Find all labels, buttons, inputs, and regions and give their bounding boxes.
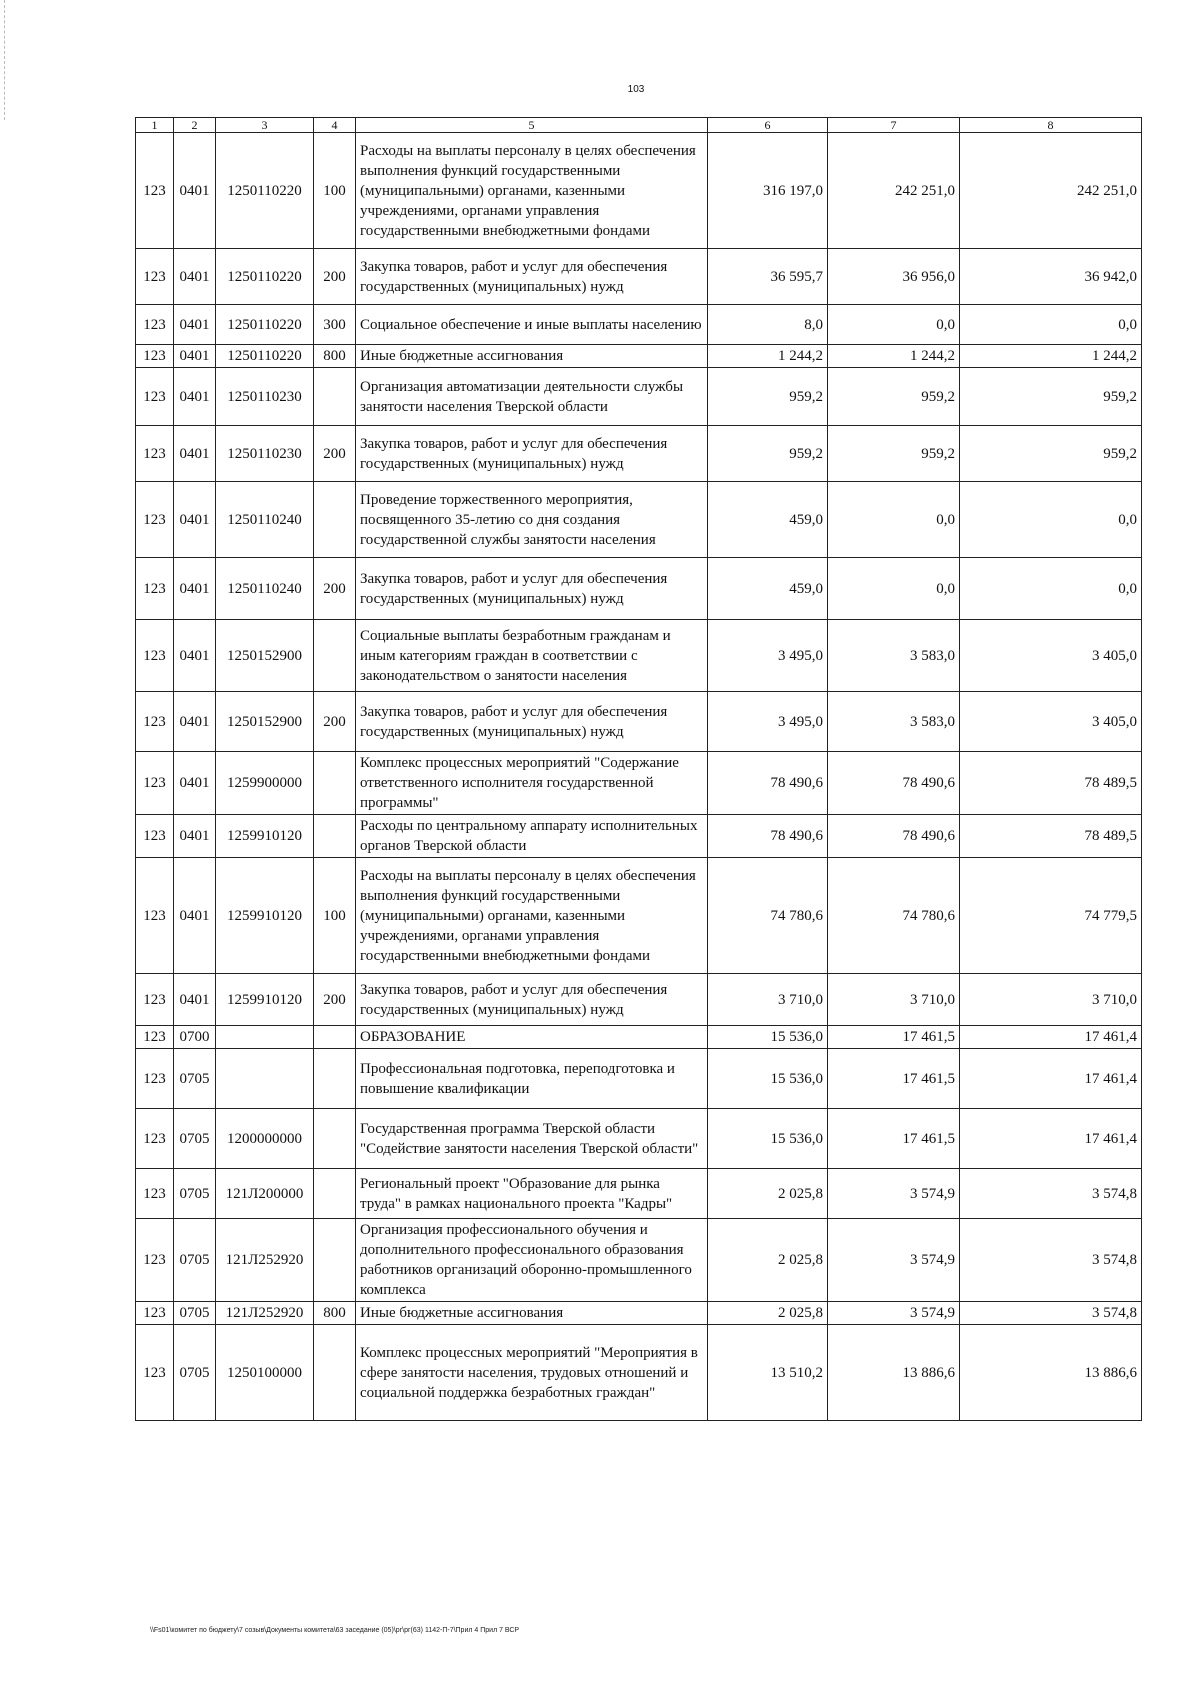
amount-2024-cell: 3 710,0 (708, 974, 828, 1026)
target-article-cell (216, 1026, 314, 1049)
target-article-cell: 121Л252920 (216, 1219, 314, 1302)
description-cell: Закупка товаров, работ и услуг для обеспечения государственных (муниципальных) нужд (356, 692, 708, 752)
amount-2024-cell: 2 025,8 (708, 1219, 828, 1302)
table-row (136, 620, 1142, 692)
table-row (136, 974, 1142, 1026)
amount-2026-cell: 78 489,5 (960, 815, 1142, 858)
column-header: 3 (216, 118, 314, 133)
target-article-cell: 1250110220 (216, 249, 314, 305)
amount-2024-cell: 3 495,0 (708, 692, 828, 752)
amount-2024-cell: 74 780,6 (708, 858, 828, 974)
section-code-cell: 0401 (174, 482, 216, 558)
section-code-cell: 0401 (174, 815, 216, 858)
expense-type-cell (314, 1026, 356, 1049)
amount-2024-cell: 2 025,8 (708, 1302, 828, 1325)
amount-2025-cell: 3 583,0 (828, 620, 960, 692)
target-article-cell: 1200000000 (216, 1109, 314, 1169)
section-code-cell: 0700 (174, 1026, 216, 1049)
amount-2026-cell: 17 461,4 (960, 1049, 1142, 1109)
scan-margin-mark (4, 0, 6, 120)
table-row (136, 345, 1142, 368)
description-cell: Закупка товаров, работ и услуг для обеспечения государственных (муниципальных) нужд (356, 426, 708, 482)
amount-2025-cell: 17 461,5 (828, 1026, 960, 1049)
description-cell: ОБРАЗОВАНИЕ (356, 1026, 708, 1049)
table-row (136, 368, 1142, 426)
amount-2024-cell: 2 025,8 (708, 1169, 828, 1219)
expense-type-cell (314, 482, 356, 558)
description-cell: Иные бюджетные ассигнования (356, 1302, 708, 1325)
expense-type-cell: 800 (314, 1302, 356, 1325)
target-article-cell: 1250110230 (216, 426, 314, 482)
expense-type-cell: 100 (314, 858, 356, 974)
ministry-code-cell: 123 (136, 1049, 174, 1109)
amount-2025-cell: 1 244,2 (828, 345, 960, 368)
table-row (136, 1302, 1142, 1325)
ministry-code-cell: 123 (136, 858, 174, 974)
ministry-code-cell: 123 (136, 974, 174, 1026)
description-cell: Социальные выплаты безработным гражданам и иным категориям граждан в соответствии с законодательством о занятости населения (356, 620, 708, 692)
description-cell: Комплекс процессных мероприятий "Мероприятия в сфере занятости населения, трудовых отношений и социальной поддержка безработных граждан" (356, 1325, 708, 1421)
target-article-cell: 121Л252920 (216, 1302, 314, 1325)
target-article-cell: 1250110240 (216, 558, 314, 620)
amount-2025-cell: 17 461,5 (828, 1109, 960, 1169)
amount-2025-cell: 78 490,6 (828, 815, 960, 858)
ministry-code-cell: 123 (136, 482, 174, 558)
expense-type-cell: 200 (314, 426, 356, 482)
table-row (136, 1109, 1142, 1169)
column-header: 8 (960, 118, 1142, 133)
table-row (136, 1169, 1142, 1219)
amount-2025-cell: 242 251,0 (828, 133, 960, 249)
amount-2025-cell: 13 886,6 (828, 1325, 960, 1421)
section-code-cell: 0401 (174, 368, 216, 426)
table-row (136, 249, 1142, 305)
amount-2026-cell: 242 251,0 (960, 133, 1142, 249)
description-cell: Региональный проект "Образование для рынка труда" в рамках национального проекта "Кадры" (356, 1169, 708, 1219)
section-code-cell: 0401 (174, 345, 216, 368)
amount-2025-cell: 78 490,6 (828, 752, 960, 815)
table-row (136, 1325, 1142, 1421)
footer-file-path: \\Fs01\комитет по бюджету\7 созыв\Документы комитета\63 заседание (05)\рг\рг(63) 1142-П-7\Прил 4 Прил 7 ВСР (150, 1627, 520, 1634)
target-article-cell: 1250110220 (216, 133, 314, 249)
amount-2024-cell: 15 536,0 (708, 1109, 828, 1169)
amount-2025-cell: 3 574,9 (828, 1302, 960, 1325)
amount-2024-cell: 15 536,0 (708, 1049, 828, 1109)
table-header-row (136, 118, 1142, 133)
expense-type-cell (314, 1109, 356, 1169)
amount-2026-cell: 3 574,8 (960, 1302, 1142, 1325)
ministry-code-cell: 123 (136, 1302, 174, 1325)
amount-2025-cell: 959,2 (828, 426, 960, 482)
page-number: 103 (627, 84, 645, 95)
column-header: 4 (314, 118, 356, 133)
amount-2024-cell: 78 490,6 (708, 752, 828, 815)
description-cell: Профессиональная подготовка, переподготовка и повышение квалификации (356, 1049, 708, 1109)
target-article-cell: 1250110230 (216, 368, 314, 426)
ministry-code-cell: 123 (136, 368, 174, 426)
table-row (136, 752, 1142, 815)
target-article-cell: 1259910120 (216, 974, 314, 1026)
description-cell: Закупка товаров, работ и услуг для обеспечения государственных (муниципальных) нужд (356, 974, 708, 1026)
description-cell: Иные бюджетные ассигнования (356, 345, 708, 368)
table-row (136, 305, 1142, 345)
target-article-cell: 1250100000 (216, 1325, 314, 1421)
description-cell: Расходы на выплаты персоналу в целях обеспечения выполнения функций государственными (муниципальными) органами, казенными учреждениями, органами управления государственными внебюджетными фондами (356, 858, 708, 974)
table-row (136, 426, 1142, 482)
amount-2025-cell: 959,2 (828, 368, 960, 426)
section-code-cell: 0401 (174, 305, 216, 345)
ministry-code-cell: 123 (136, 558, 174, 620)
description-cell: Социальное обеспечение и иные выплаты населению (356, 305, 708, 345)
target-article-cell: 1259910120 (216, 858, 314, 974)
table-row (136, 1026, 1142, 1049)
amount-2026-cell: 36 942,0 (960, 249, 1142, 305)
target-article-cell: 1250110240 (216, 482, 314, 558)
amount-2024-cell: 459,0 (708, 482, 828, 558)
column-header: 2 (174, 118, 216, 133)
expense-type-cell (314, 752, 356, 815)
section-code-cell: 0705 (174, 1325, 216, 1421)
amount-2026-cell: 959,2 (960, 426, 1142, 482)
section-code-cell: 0401 (174, 249, 216, 305)
amount-2026-cell: 3 574,8 (960, 1219, 1142, 1302)
section-code-cell: 0401 (174, 974, 216, 1026)
amount-2026-cell: 17 461,4 (960, 1109, 1142, 1169)
description-cell: Организация профессионального обучения и дополнительного профессионального образования работников организаций оборонно-промышленного комплекса (356, 1219, 708, 1302)
column-header: 5 (356, 118, 708, 133)
ministry-code-cell: 123 (136, 1026, 174, 1049)
amount-2026-cell: 74 779,5 (960, 858, 1142, 974)
expense-type-cell (314, 1049, 356, 1109)
description-cell: Проведение торжественного мероприятия, посвященного 35-летию со дня создания государственной службы занятости населения (356, 482, 708, 558)
amount-2026-cell: 3 405,0 (960, 620, 1142, 692)
ministry-code-cell: 123 (136, 249, 174, 305)
expense-type-cell: 200 (314, 974, 356, 1026)
section-code-cell: 0401 (174, 133, 216, 249)
amount-2026-cell: 3 574,8 (960, 1169, 1142, 1219)
amount-2026-cell: 0,0 (960, 305, 1142, 345)
section-code-cell: 0705 (174, 1302, 216, 1325)
table-row (136, 815, 1142, 858)
target-article-cell: 1250152900 (216, 620, 314, 692)
ministry-code-cell: 123 (136, 1169, 174, 1219)
amount-2026-cell: 1 244,2 (960, 345, 1142, 368)
target-article-cell: 1250110220 (216, 345, 314, 368)
ministry-code-cell: 123 (136, 1219, 174, 1302)
ministry-code-cell: 123 (136, 620, 174, 692)
amount-2024-cell: 959,2 (708, 368, 828, 426)
description-cell: Закупка товаров, работ и услуг для обеспечения государственных (муниципальных) нужд (356, 249, 708, 305)
amount-2026-cell: 13 886,6 (960, 1325, 1142, 1421)
ministry-code-cell: 123 (136, 1109, 174, 1169)
amount-2026-cell: 3 405,0 (960, 692, 1142, 752)
table-row (136, 1049, 1142, 1109)
description-cell: Закупка товаров, работ и услуг для обеспечения государственных (муниципальных) нужд (356, 558, 708, 620)
ministry-code-cell: 123 (136, 815, 174, 858)
amount-2026-cell: 0,0 (960, 482, 1142, 558)
amount-2026-cell: 0,0 (960, 558, 1142, 620)
amount-2024-cell: 15 536,0 (708, 1026, 828, 1049)
amount-2024-cell: 13 510,2 (708, 1325, 828, 1421)
section-code-cell: 0705 (174, 1049, 216, 1109)
amount-2025-cell: 3 710,0 (828, 974, 960, 1026)
expense-type-cell: 300 (314, 305, 356, 345)
amount-2024-cell: 459,0 (708, 558, 828, 620)
amount-2025-cell: 0,0 (828, 305, 960, 345)
section-code-cell: 0705 (174, 1109, 216, 1169)
ministry-code-cell: 123 (136, 133, 174, 249)
expense-type-cell: 200 (314, 558, 356, 620)
amount-2024-cell: 3 495,0 (708, 620, 828, 692)
ministry-code-cell: 123 (136, 345, 174, 368)
target-article-cell: 1259910120 (216, 815, 314, 858)
target-article-cell: 1250110220 (216, 305, 314, 345)
expense-type-cell (314, 620, 356, 692)
budget-table (135, 117, 1142, 1421)
amount-2026-cell: 78 489,5 (960, 752, 1142, 815)
expense-type-cell (314, 1219, 356, 1302)
description-cell: Организация автоматизации деятельности службы занятости населения Тверской области (356, 368, 708, 426)
table-row (136, 133, 1142, 249)
table-row (136, 482, 1142, 558)
section-code-cell: 0401 (174, 558, 216, 620)
expense-type-cell (314, 1169, 356, 1219)
description-cell: Государственная программа Тверской области "Содействие занятости населения Тверской области" (356, 1109, 708, 1169)
expense-type-cell (314, 368, 356, 426)
amount-2025-cell: 0,0 (828, 558, 960, 620)
section-code-cell: 0705 (174, 1219, 216, 1302)
amount-2024-cell: 1 244,2 (708, 345, 828, 368)
amount-2025-cell: 36 956,0 (828, 249, 960, 305)
target-article-cell: 121Л200000 (216, 1169, 314, 1219)
ministry-code-cell: 123 (136, 752, 174, 815)
description-cell: Расходы на выплаты персоналу в целях обеспечения выполнения функций государственными (муниципальными) органами, казенными учреждениями, органами управления государственными внебюджетными фондами (356, 133, 708, 249)
amount-2026-cell: 17 461,4 (960, 1026, 1142, 1049)
expense-type-cell: 200 (314, 249, 356, 305)
amount-2024-cell: 8,0 (708, 305, 828, 345)
description-cell: Комплекс процессных мероприятий "Содержание ответственного исполнителя государственной программы" (356, 752, 708, 815)
expense-type-cell (314, 815, 356, 858)
amount-2025-cell: 0,0 (828, 482, 960, 558)
ministry-code-cell: 123 (136, 1325, 174, 1421)
column-header: 7 (828, 118, 960, 133)
section-code-cell: 0705 (174, 1169, 216, 1219)
ministry-code-cell: 123 (136, 426, 174, 482)
target-article-cell: 1259900000 (216, 752, 314, 815)
amount-2024-cell: 36 595,7 (708, 249, 828, 305)
section-code-cell: 0401 (174, 692, 216, 752)
expense-type-cell: 200 (314, 692, 356, 752)
table-row (136, 558, 1142, 620)
table-row (136, 858, 1142, 974)
expense-type-cell (314, 1325, 356, 1421)
section-code-cell: 0401 (174, 426, 216, 482)
table-row (136, 1219, 1142, 1302)
amount-2025-cell: 3 574,9 (828, 1219, 960, 1302)
amount-2025-cell: 74 780,6 (828, 858, 960, 974)
column-header: 1 (136, 118, 174, 133)
column-header: 6 (708, 118, 828, 133)
target-article-cell: 1250152900 (216, 692, 314, 752)
amount-2025-cell: 3 583,0 (828, 692, 960, 752)
amount-2026-cell: 3 710,0 (960, 974, 1142, 1026)
ministry-code-cell: 123 (136, 305, 174, 345)
amount-2025-cell: 3 574,9 (828, 1169, 960, 1219)
section-code-cell: 0401 (174, 858, 216, 974)
section-code-cell: 0401 (174, 752, 216, 815)
amount-2026-cell: 959,2 (960, 368, 1142, 426)
amount-2025-cell: 17 461,5 (828, 1049, 960, 1109)
description-cell: Расходы по центральному аппарату исполнительных органов Тверской области (356, 815, 708, 858)
amount-2024-cell: 959,2 (708, 426, 828, 482)
expense-type-cell: 800 (314, 345, 356, 368)
expense-type-cell: 100 (314, 133, 356, 249)
ministry-code-cell: 123 (136, 692, 174, 752)
amount-2024-cell: 316 197,0 (708, 133, 828, 249)
table-row (136, 692, 1142, 752)
target-article-cell (216, 1049, 314, 1109)
amount-2024-cell: 78 490,6 (708, 815, 828, 858)
section-code-cell: 0401 (174, 620, 216, 692)
